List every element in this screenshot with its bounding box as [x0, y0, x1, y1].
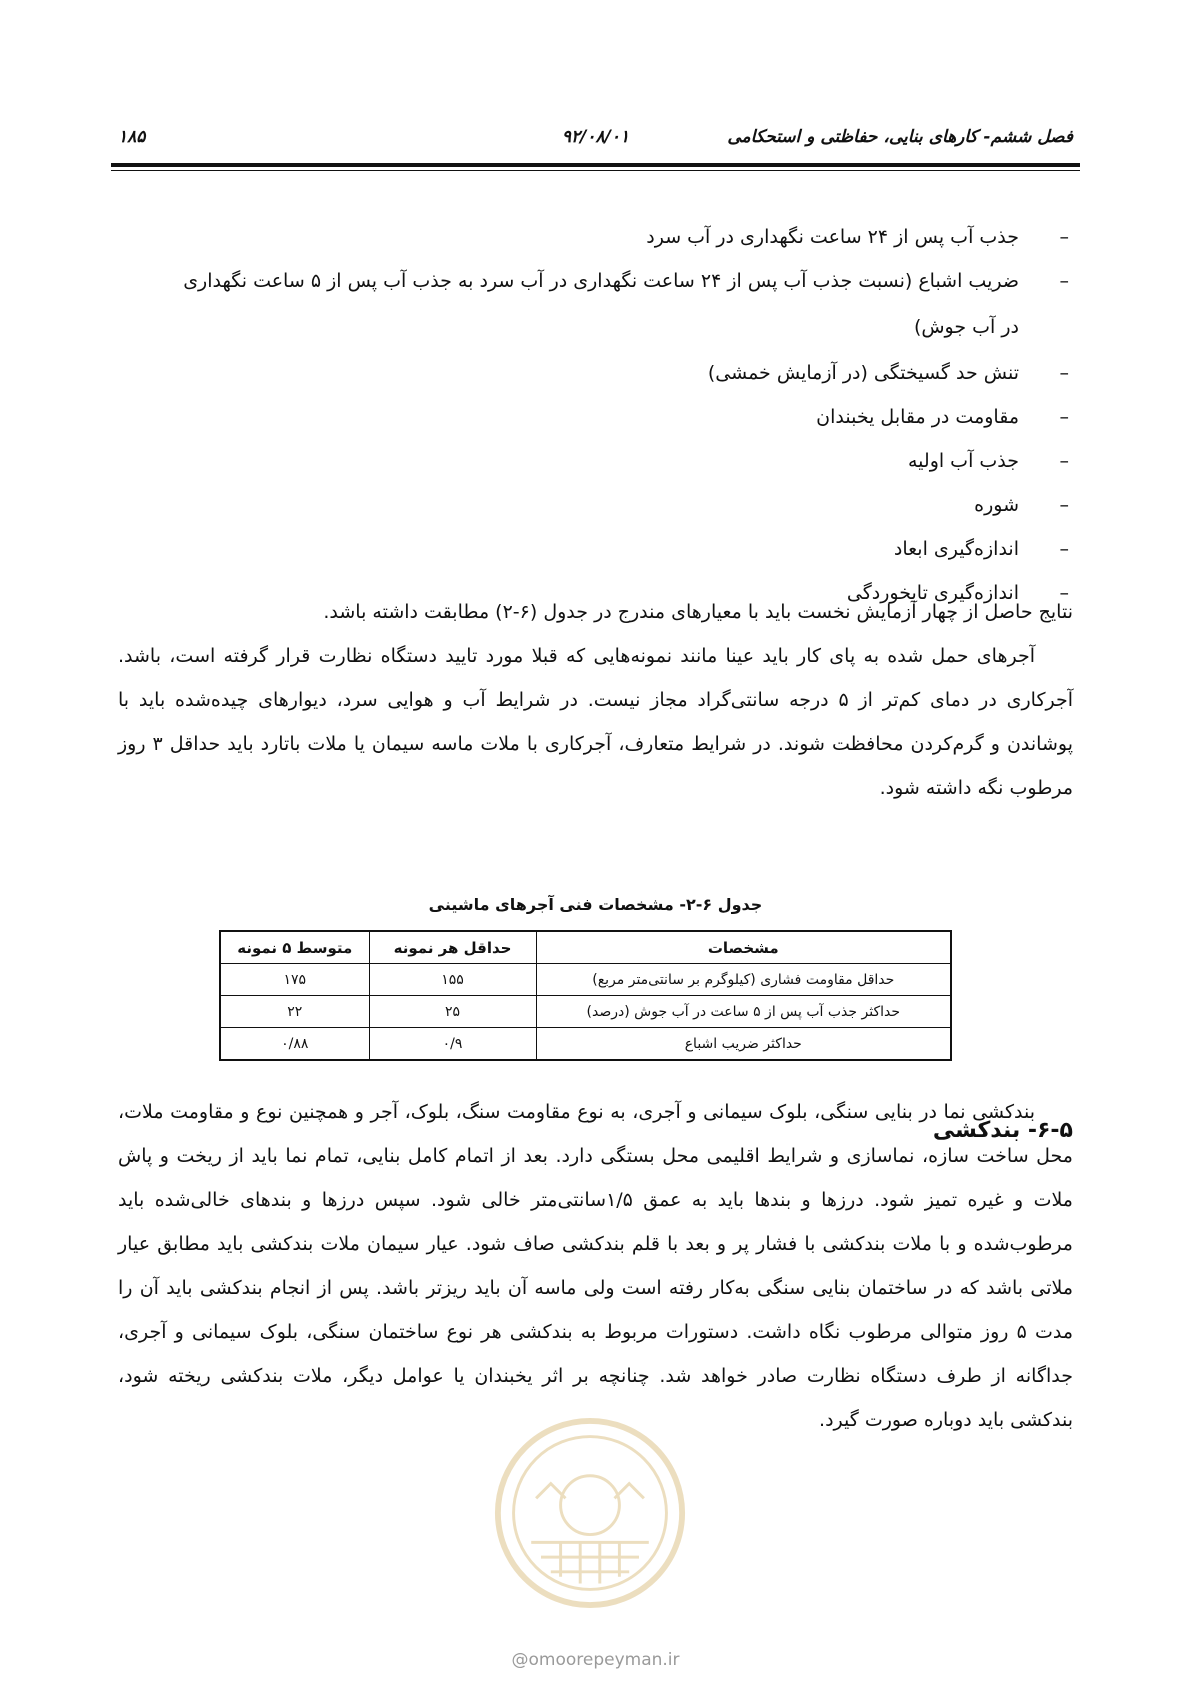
list-item-continuation: در آب جوش)	[913, 316, 1019, 338]
list-item-text: جذب آب پس از ۲۴ ساعت نگهداری در آب سرد	[646, 226, 1019, 248]
chapter-title: فصل ششم- کارهای بنایی، حفاظتی و استحکامی	[727, 127, 1073, 147]
test-list	[118, 215, 1073, 615]
spec-table	[219, 930, 952, 1061]
list-item	[118, 395, 1073, 439]
column-header: حداقل هر نمونه	[369, 931, 536, 964]
list-item-text: اندازه‌گیری ابعاد	[893, 538, 1019, 560]
paragraph-results: نتایج حاصل از چهار آزمایش نخست باید با معیارهای مندرج در جدول (۶-۲) مطابقت داشته باشد.	[323, 601, 1073, 623]
table-cell: حداکثر ضریب اشباع	[536, 1028, 951, 1061]
list-item	[118, 483, 1073, 527]
paragraph-bricklaying: آجرهای حمل شده به پای کار باید عینا مانند نمونه‌هایی که قبلا مورد تایید دستگاه نظارت قرار گرفته است، باشد. آجرکاری در دمای کم‌تر از ۵ درجه سانتی‌گراد مجاز نیست. در شرایط آب و هوایی سرد، دیوارهای چیده‌شده باید با پوشاندن و گرم‌کردن محافظت شوند. در شرایط متعارف، آجرکاری با ملات ماسه سیمان یا ملات باتارد باید حداقل ۳ روز مرطوب نگه داشته شود.	[118, 645, 1073, 799]
list-item	[118, 527, 1073, 571]
header-rule-thin	[111, 170, 1080, 171]
table-row	[220, 964, 951, 996]
list-item	[118, 215, 1073, 259]
column-header: مشخصات	[536, 931, 951, 964]
table-cell: ۲۵	[369, 996, 536, 1028]
header-rule-thick	[111, 163, 1080, 167]
list-item-text: ضریب اشباع (نسبت جذب آب پس از ۲۴ ساعت نگهداری در آب سرد به جذب آب پس از ۵ ساعت نگهداری	[183, 270, 1019, 292]
table-cell: ۲۲	[220, 996, 369, 1028]
table-header-row	[220, 931, 951, 964]
list-item	[118, 259, 1073, 351]
list-item	[118, 439, 1073, 483]
table-caption: جدول ۶-۲- مشخصات فنی آجرهای ماشینی	[428, 895, 763, 914]
table-cell: ۰/۹	[369, 1028, 536, 1061]
list-item	[118, 351, 1073, 395]
dash-bullet: –	[1059, 406, 1069, 428]
table-cell: ۱۵۵	[369, 964, 536, 996]
table-cell: ۱۷۵	[220, 964, 369, 996]
list-item-text: تنش حد گسیختگی (در آزمایش خمشی)	[707, 362, 1019, 384]
paragraph-pointing: بندکشی نما در بنایی سنگی، بلوک سیمانی و آجری، به نوع مقاومت سنگ، بلوک، آجر و همچنین نوع و مقاومت ملات، محل ساخت سازه، نماسازی و شرایط اقلیمی محل بستگی دارد. بعد از اتمام کامل بنایی، تمام نما باید از ریخت و پاش ملات و غیره تمیز شود. درزها و بندها باید به عمق ۱/۵سانتی‌متر خالی شود. سپس درزها و بندهای خالی‌شده باید مرطوب‌شده و با ملات بندکشی با فشار پر و بعد با قلم بندکشی صاف شود. عیار سیمان ملات بندکشی باید مطابق عیار ملاتی باشد که در ساختمان بنایی سنگی به‌کار رفته است ولی ماسه آن باید ریزتر باشد. پس از انجام بندکشی باید آن را مدت ۵ روز متوالی مرطوب نگاه داشت. دستورات مربوط به بندکشی هر نوع ساختمان سنگی، بلوک سیمانی و آجری، جداگانه از طرف دستگاه نظارت صادر خواهد شد. چنانچه بر اثر یخبندان یا عوامل دیگر، ملات بندکشی ریخته شود، بندکشی باید دوباره صورت گیرد.	[118, 1101, 1073, 1431]
dash-bullet: –	[1059, 582, 1069, 604]
section-heading: ۶-۵- بندکشی	[932, 1118, 1073, 1143]
watermark-url: @omoorepeyman.ir	[511, 1650, 680, 1670]
table-row	[220, 996, 951, 1028]
page-number: ۱۸۵	[118, 127, 146, 147]
table-cell: حداکثر جذب آب پس از ۵ ساعت در آب جوش (درصد)	[536, 996, 951, 1028]
dash-bullet: –	[1059, 270, 1069, 292]
dash-bullet: –	[1059, 538, 1069, 560]
watermark-seal-icon	[492, 1415, 688, 1611]
dash-bullet: –	[1059, 450, 1069, 472]
list-item-text: مقاومت در مقابل یخبندان	[816, 406, 1019, 428]
dash-bullet: –	[1059, 494, 1069, 516]
table-row	[220, 1028, 951, 1061]
dash-bullet: –	[1059, 362, 1069, 384]
header-date: ۹۲/۰۸/۰۱	[561, 127, 630, 147]
list-item-text: جذب آب اولیه	[907, 450, 1019, 472]
column-header: متوسط ۵ نمونه	[220, 931, 369, 964]
page-header	[118, 127, 1073, 157]
list-item-text: شوره	[974, 494, 1019, 516]
dash-bullet: –	[1059, 226, 1069, 248]
table-cell: حداقل مقاومت فشاری (کیلوگرم بر سانتی‌متر مربع)	[536, 964, 951, 996]
table-cell: ۰/۸۸	[220, 1028, 369, 1061]
list-item-text: اندازه‌گیری تابخوردگی	[846, 582, 1019, 604]
